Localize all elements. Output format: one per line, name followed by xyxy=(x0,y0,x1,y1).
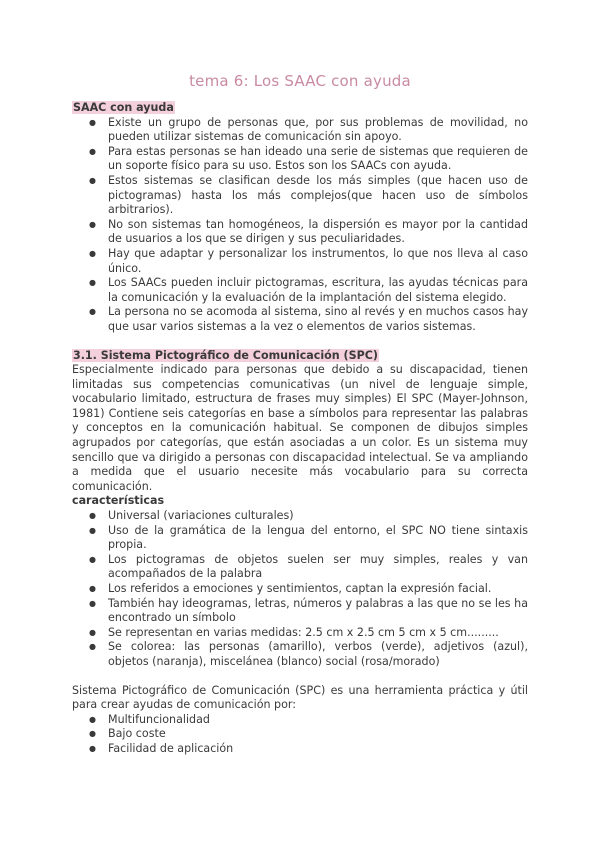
paragraph-spc-intro: Sistema Pictográfico de Comunicación (SPC) es una herramienta práctica y útil para crear ayudas de comunicación por: xyxy=(72,683,528,712)
section-heading xyxy=(72,101,528,116)
list-item: ● La persona no se acomoda al sistema, sino al revés y en muchos casos hay que usar varios sistemas a la vez o elementos de varios sistemas. xyxy=(72,305,528,334)
list-item: ● Universal (variaciones culturales) xyxy=(72,509,528,524)
section-heading-saac: SAAC con ayuda xyxy=(73,101,174,114)
list-item: ● Los pictogramas de objetos suelen ser muy simples, reales y van acompañados de la palabra xyxy=(72,553,528,582)
list-item: ● Los referidos a emociones y sentimientos, captan la expresión facial. xyxy=(72,582,528,597)
list-item: ● Se representan en varias medidas: 2.5 cm x 2.5 cm 5 cm x 5 cm......... xyxy=(72,626,528,641)
list-item: ● Se colorea: las personas (amarillo), verbos (verde), adjetivos (azul), objetos (naranja), miscelánea (blanco) social (rosa/morado) xyxy=(72,640,528,669)
section-heading xyxy=(72,349,528,364)
paragraph-spc: Especialmente indicado para personas que debido a su discapacidad, tienen limitadas sus competencias comunicativas (un nivel de lenguaje simple, vocabulario limitado, estructura de frases muy simples) El SPC (Mayer-Johnson, 1981) Contiene seis categorías en base a símbolos para representar las palabras y conceptos en la comunicación habitual. Se componen de dibujos simples agrupados por categorías, que están asociadas a un color. Es un sistema muy sencillo que va dirigido a personas con discapacidad intelectual. Se va ampliando a medida que el usuario necesite más vocabulario para su correcta comunicación. xyxy=(72,363,528,493)
list-item: ● Hay que adaptar y personalizar los instrumentos, lo que nos lleva al caso único. xyxy=(72,247,528,276)
page-title: tema 6: Los SAAC con ayuda xyxy=(189,72,411,90)
bullet-list-caracteristicas xyxy=(72,509,528,670)
list-item: ● No son sistemas tan homogéneos, la dispersión es mayor por la cantidad de usuarios a los que se dirigen y sus peculiaridades. xyxy=(72,218,528,247)
list-item: ● También hay ideogramas, letras, números y palabras a las que no se les ha encontrado un símbolo xyxy=(72,597,528,626)
list-item: ● Los SAACs pueden incluir pictogramas, escritura, las ayudas técnicas para la comunicación y la evaluación de la implantación del sistema elegido. xyxy=(72,276,528,305)
bullet-list-ventajas xyxy=(72,713,528,757)
subheading-caracteristicas: características xyxy=(72,494,165,508)
list-item: ● Existe un grupo de personas que, por sus problemas de movilidad, no pueden utilizar sistemas de comunicación sin apoyo. xyxy=(72,116,528,145)
section-heading-spc: 3.1. Sistema Pictográfico de Comunicación (SPC) xyxy=(73,348,378,362)
list-item: ● Multifuncionalidad xyxy=(72,713,528,728)
list-item: ● Estos sistemas se clasifican desde los más simples (que hacen uso de pictogramas) hasta los más complejos(que hacen uso de símbolos arbitrarios). xyxy=(72,174,528,218)
bullet-list-saac xyxy=(72,116,528,335)
list-item: ● Uso de la gramática de la lengua del entorno, el SPC NO tiene sintaxis propia. xyxy=(72,524,528,553)
document-body xyxy=(72,101,528,757)
list-item: ● Para estas personas se han ideado una serie de sistemas que requieren de un soporte físico para su uso. Estos son los SAACs con ayuda. xyxy=(72,145,528,174)
list-item: ● Bajo coste xyxy=(72,727,528,742)
list-item: ● Facilidad de aplicación xyxy=(72,742,528,757)
